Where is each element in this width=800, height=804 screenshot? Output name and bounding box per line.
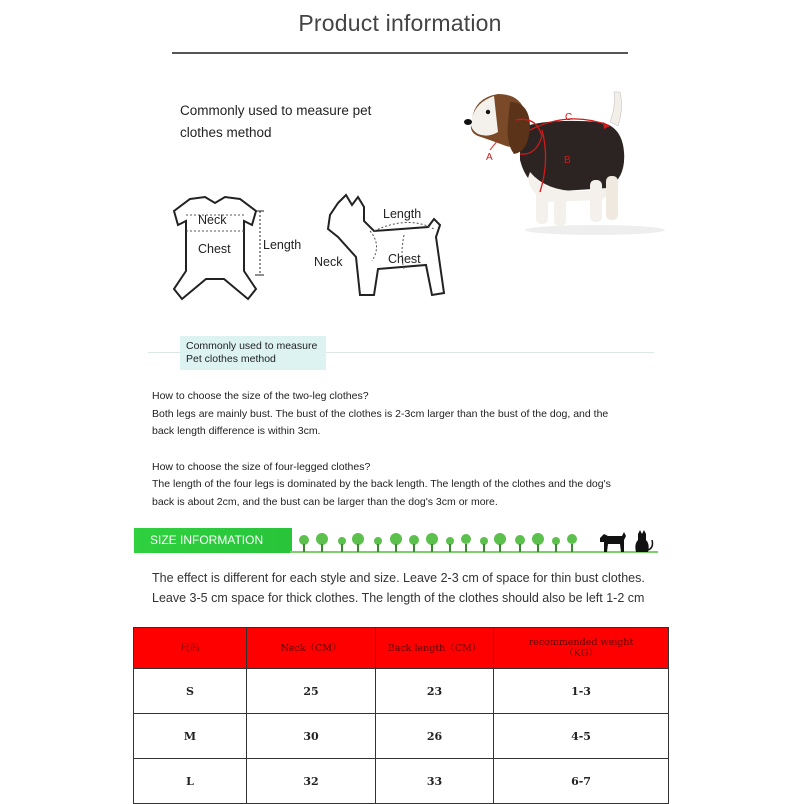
cell-back-length: 26 (376, 714, 494, 759)
shirt-chest-label: Chest (198, 242, 231, 256)
header-weight-line-2: （KG） (564, 648, 598, 659)
cell-size: M (134, 714, 247, 759)
measure-b-label: B (564, 155, 571, 166)
cell-neck: 32 (247, 759, 376, 804)
cell-neck: 30 (247, 714, 376, 759)
beagle-photo (450, 80, 670, 240)
cell-back-length: 33 (376, 759, 494, 804)
measure-heading: Commonly used to measure pet clothes method (180, 103, 372, 140)
shirt-length-label: Length (263, 238, 302, 252)
dog-length-label: Length (383, 207, 422, 221)
header-neck: Neck（CM） (247, 628, 376, 669)
title-divider (172, 52, 628, 54)
dog-cat-icon (598, 528, 654, 554)
cell-size: S (134, 669, 247, 714)
table-row (134, 714, 669, 759)
table-row (134, 669, 669, 714)
size-note (152, 568, 662, 608)
tag-line-1: Commonly used to measure (186, 340, 318, 352)
two-leg-answer-2: back length difference is within 3cm. (152, 425, 321, 437)
size-note-line-2: Leave 3-5 cm space for thick clothes. The length of the clothes should also be left 1-2 cm (152, 591, 645, 605)
cell-neck: 25 (247, 669, 376, 714)
measure-a-label: A (486, 152, 493, 163)
trees-icon (298, 530, 588, 552)
size-note-line-1: The effect is different for each style and size. Leave 2-3 cm of space for thin bust clothes. (152, 571, 645, 585)
two-leg-answer-1: Both legs are mainly bust. The bust of the clothes is 2-3cm larger than the bust of the dog, and the (152, 407, 609, 420)
header-size: 尺码 (134, 628, 247, 669)
header-weight (494, 628, 669, 669)
cell-size: L (134, 759, 247, 804)
measure-c-label: C (565, 112, 573, 123)
size-instructions (152, 388, 662, 511)
dog-chest-label: Chest (388, 252, 421, 266)
page-title: Product information (298, 10, 502, 36)
four-leg-question: How to choose the size of four-legged clothes? (152, 460, 371, 473)
size-information-banner: SIZE INFORMATION (134, 528, 292, 553)
header-weight-line-1: recommended weight (528, 637, 634, 648)
header-back-length: Back length（CM） (376, 628, 494, 669)
two-leg-question: How to choose the size of the two-leg clothes? (152, 390, 369, 402)
four-leg-dog-diagram (308, 185, 458, 300)
dog-outline-icon (308, 185, 458, 300)
measure-method-tag (180, 336, 326, 370)
tag-line-2: Pet clothes method (186, 353, 276, 365)
shirt-neck-label: Neck (198, 213, 227, 227)
cell-weight: 4-5 (494, 714, 669, 759)
cell-weight: 1-3 (494, 669, 669, 714)
table-header-row (134, 628, 669, 669)
beagle-icon (450, 80, 670, 240)
cell-weight: 6-7 (494, 759, 669, 804)
dog-cat-silhouette (598, 528, 654, 559)
two-leg-shirt-diagram (160, 185, 310, 310)
cell-back-length: 23 (376, 669, 494, 714)
tree-decoration (298, 530, 588, 557)
table-row (134, 759, 669, 804)
dog-neck-label: Neck (314, 255, 343, 269)
four-leg-answer-1: The length of the four legs is dominated by the back length. The length of the clothes and the dog's (152, 478, 611, 490)
size-table (133, 627, 669, 804)
four-leg-answer-2: back is about 2cm, and the bust can be larger than the dog's 3cm or more. (152, 495, 498, 508)
